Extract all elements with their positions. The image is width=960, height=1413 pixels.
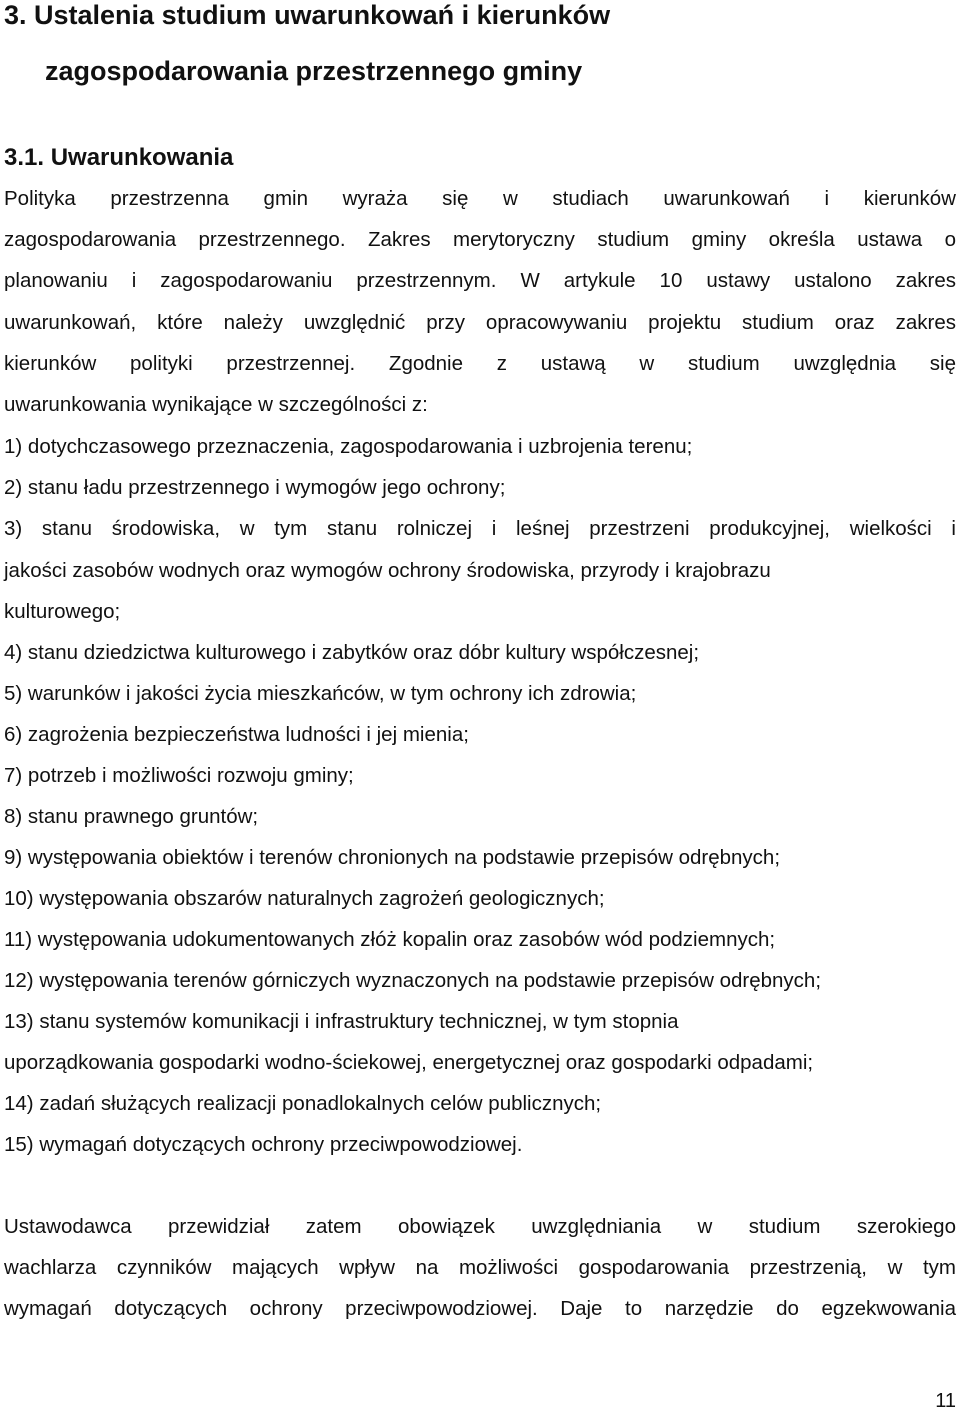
list-item-continuation: uporządkowania gospodarki wodno-ściekowej, energetycznej oraz gospodarki odpadami; xyxy=(4,1051,814,1074)
subsection-title: 3.1. Uwarunkowania xyxy=(4,144,234,171)
list-item: 7) potrzeb i możliwości rozwoju gminy; xyxy=(4,764,354,787)
closing-line: wymagań dotyczących ochrony przeciwpowodziowej. Daje to narzędzie do egzekwowania xyxy=(4,1297,956,1320)
list-item: 2) stanu ładu przestrzennego i wymogów jego ochrony; xyxy=(4,476,506,499)
list-item: 3) stanu środowiska, w tym stanu rolniczej i leśnej przestrzeni produkcyjnej, wielkości i xyxy=(4,517,956,540)
list-item: 10) występowania obszarów naturalnych zagrożeń geologicznych; xyxy=(4,887,605,910)
list-item: 14) zadań służących realizacji ponadlokalnych celów publicznych; xyxy=(4,1092,602,1115)
list-item: 5) warunków i jakości życia mieszkańców, w tym ochrony ich zdrowia; xyxy=(4,682,637,705)
list-item: 8) stanu prawnego gruntów; xyxy=(4,805,259,828)
list-item: 9) występowania obiektów i terenów chronionych na podstawie przepisów odrębnych; xyxy=(4,846,781,869)
list-item: 15) wymagań dotyczących ochrony przeciwpowodziowej. xyxy=(4,1133,523,1156)
list-item: 1) dotychczasowego przeznaczenia, zagospodarowania i uzbrojenia terenu; xyxy=(4,435,693,458)
closing-line: Ustawodawca przewidział zatem obowiązek uwzględniania w studium szerokiego xyxy=(4,1215,956,1238)
section-title-line-2: zagospodarowania przestrzennego gminy xyxy=(45,56,583,86)
page-number: 11 xyxy=(935,1390,956,1412)
intro-line: zagospodarowania przestrzennego. Zakres merytoryczny studium gminy określa ustawa o xyxy=(4,228,956,251)
intro-line: kierunków polityki przestrzennej. Zgodnie z ustawą w studium uwzględnia się xyxy=(4,352,956,375)
intro-line: Polityka przestrzenna gmin wyraża się w studiach uwarunkowań i kierunków xyxy=(4,187,956,210)
list-item: 12) występowania terenów górniczych wyznaczonych na podstawie przepisów odrębnych; xyxy=(4,969,822,992)
list-item-continuation: jakości zasobów wodnych oraz wymogów ochrony środowiska, przyrody i krajobrazu xyxy=(4,559,771,582)
section-title-line-1: 3. Ustalenia studium uwarunkowań i kierunków xyxy=(4,0,611,30)
list-item: 13) stanu systemów komunikacji i infrastruktury technicznej, w tym stopnia xyxy=(4,1010,679,1033)
intro-line: planowaniu i zagospodarowaniu przestrzennym. W artykule 10 ustawy ustalono zakres xyxy=(4,269,956,292)
list-item-continuation: kulturowego; xyxy=(4,600,121,623)
intro-line: uwarunkowań, które należy uwzględnić przy opracowywaniu projektu studium oraz zakres xyxy=(4,311,956,334)
intro-line: uwarunkowania wynikające w szczególności z: xyxy=(4,393,428,416)
list-item: 4) stanu dziedzictwa kulturowego i zabytków oraz dóbr kultury współczesnej; xyxy=(4,641,700,664)
closing-line: wachlarza czynników mających wpływ na możliwości gospodarowania przestrzenią, w tym xyxy=(4,1256,956,1279)
list-item: 11) występowania udokumentowanych złóż kopalin oraz zasobów wód podziemnych; xyxy=(4,928,776,951)
list-item: 6) zagrożenia bezpieczeństwa ludności i jej mienia; xyxy=(4,723,469,746)
